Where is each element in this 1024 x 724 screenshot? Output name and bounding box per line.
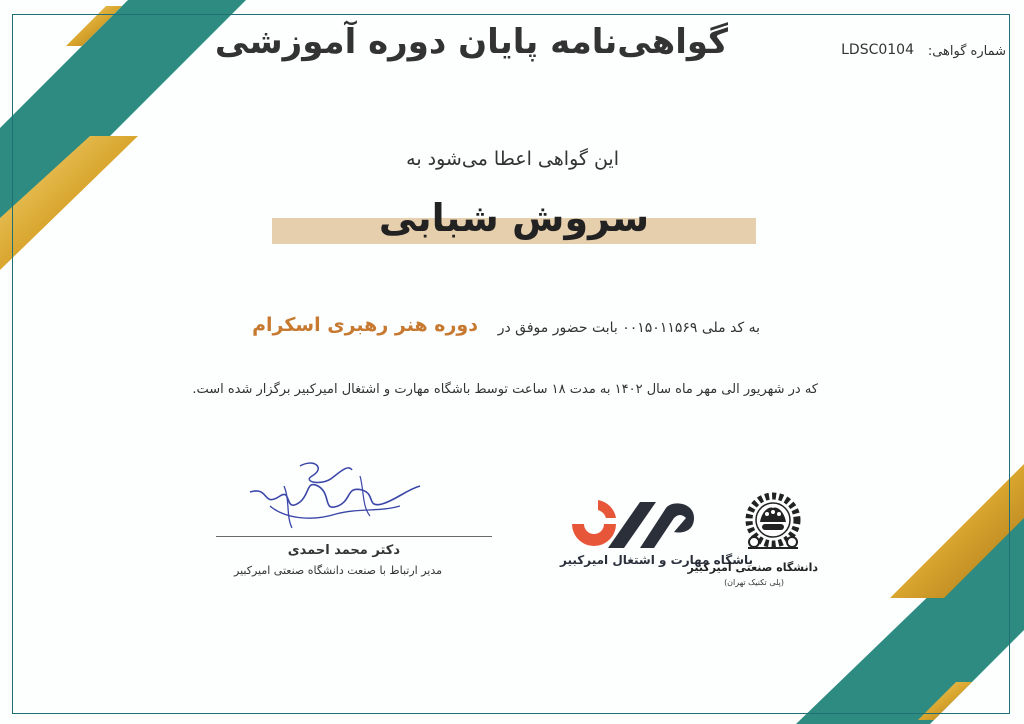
certificate-title: گواهی‌نامه پایان دوره آموزشی — [214, 22, 728, 62]
course-name: دوره هنر رهبری اسکرام — [252, 314, 478, 336]
university-emblem-icon — [740, 486, 806, 558]
certificate-number-label: شماره گواهی: — [927, 44, 1006, 59]
national-code-line: به کد ملی ۰۰۱۵۰۱۱۵۶۹ بابت حضور موفق در — [497, 320, 760, 336]
university-subtitle: (پلی تکنیک تهران) — [724, 578, 784, 587]
signature-image — [240, 456, 430, 534]
signature-line — [216, 536, 492, 537]
signatory-name: دکتر محمد احمدی — [287, 543, 400, 558]
skills-club-name: باشگاه مهارت و اشتغال امیرکبیر — [560, 553, 754, 567]
certificate-number: LDSC0104 — [841, 42, 914, 58]
course-details-line: که در شهریور الی مهر ماه سال ۱۴۰۲ به مدت ۱۸ ساعت توسط باشگاه مهارت و اشتغال امیرکبیر برگزار شده است. — [192, 382, 818, 397]
awarded-to-text: این گواهی اعطا می‌شود به — [406, 148, 619, 170]
recipient-name: سروش شبابی — [378, 196, 650, 240]
university-name: دانشگاه صنعتی امیرکبیر — [687, 561, 818, 574]
certificate-frame — [12, 14, 1010, 714]
skills-club-logo-icon — [566, 496, 700, 552]
signatory-title: مدیر ارتباط با صنعت دانشگاه صنعتی امیرکبیر — [234, 564, 442, 577]
